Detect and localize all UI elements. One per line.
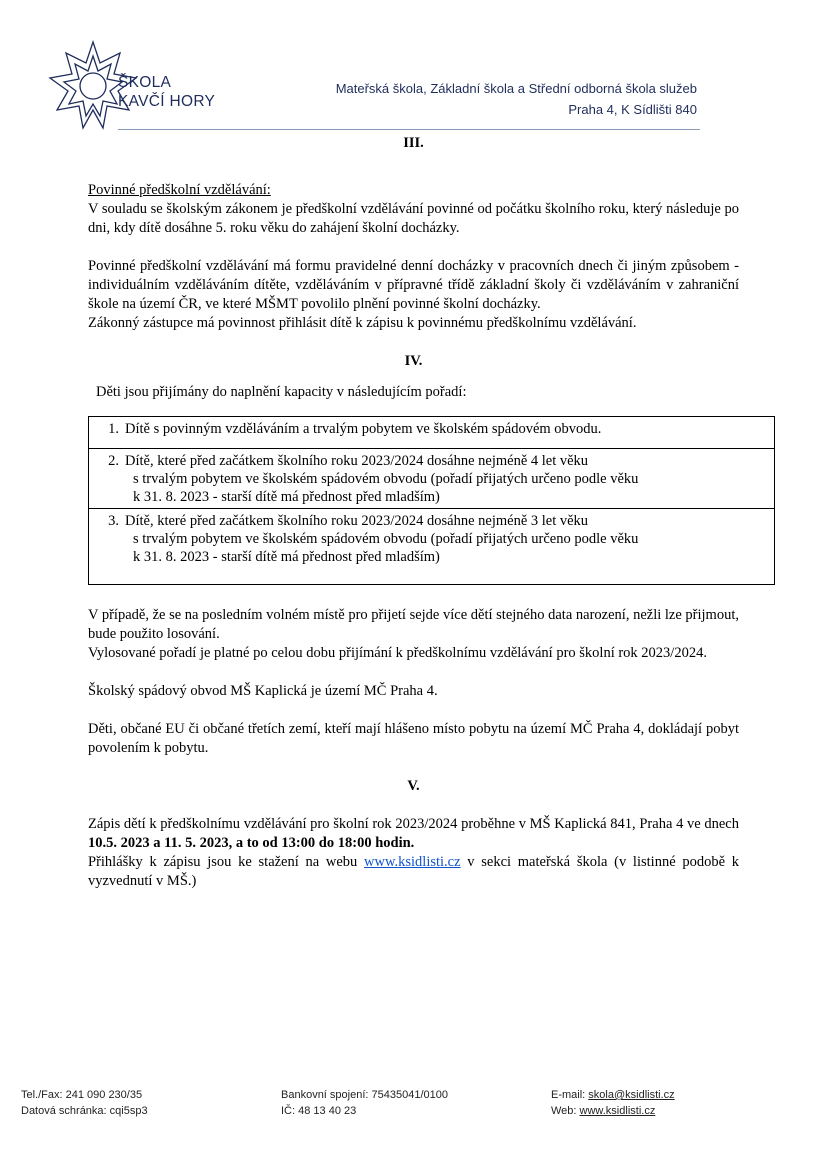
section-3-paragraph-2: Povinné předškolní vzdělávání má formu pravidelné denní docházky v pracovních dnech či jiným způsobem - individuálním vzděláváním dítěte, vzděláváním v přípravné třídě základní školy či vzděláváním v zahraniční škole na území ČR, ve které MŠMT povolilo plnění povinné školní docházky.	[88, 258, 739, 312]
footer-online	[551, 1087, 675, 1119]
footer-phone: Tel./Fax: 241 090 230/35	[21, 1089, 143, 1101]
footer-bank-account: Bankovní spojení: 75435041/0100	[281, 1089, 448, 1101]
logo-line-1: ŠKOLA	[118, 74, 172, 91]
admission-intro: Děti jsou přijímány do naplnění kapacity v následujícím pořadí:	[96, 384, 467, 400]
section-title-3: III.	[403, 135, 424, 151]
section-4-paragraph-4: Děti, občané EU či občané třetích zemí, kteří mají hlášeno místo pobytu na území MČ Praha 4, dokládají pobyt povolením k pobytu.	[88, 721, 739, 756]
section-3-paragraph-3: Zákonný zástupce má povinnost přihlásit dítě k zápisu k povinnému předškolnímu vzdělávání.	[88, 315, 637, 331]
criteria-row-1	[89, 417, 775, 449]
admission-criteria-table	[88, 416, 775, 585]
section-5-paragraph-1: Zápis dětí k předškolnímu vzdělávání pro školní rok 2023/2024 proběhne v MŠ Kaplická 841, Praha 4 ve dnech 10.5. 2023 a 11. 5. 2023, a to od 13:00 do 18:00 hodin.	[88, 816, 739, 851]
section-5-paragraph-2: Přihlášky k zápisu jsou ke stažení na webu www.ksidlisti.cz v sekci mateřská škola (v listinné podobě k vyzvednutí v MŠ.)	[88, 854, 739, 889]
school-logo-text	[118, 73, 215, 111]
header-organization	[336, 78, 697, 120]
org-address: Praha 4, K Sídlišti 840	[568, 102, 697, 117]
criteria-text: Dítě s povinným vzděláváním a trvalým pobytem ve školském spádovém obvodu.	[125, 421, 602, 437]
section-3-paragraph-1: V souladu se školským zákonem je předškolní vzdělávání povinné od počátku školního roku, který následuje po dni, kdy dítě dosáhne 5. roku věku do zahájení školní docházky.	[88, 201, 739, 236]
section-4-paragraph-2: Vylosované pořadí je platné po celou dobu přijímání k předškolnímu vzdělávání pro školní rok 2023/2024.	[88, 645, 707, 661]
logo-line-2: KAVČÍ HORY	[118, 93, 216, 110]
footer-ico: IČ: 48 13 40 23	[281, 1105, 357, 1117]
criteria-text: s trvalým pobytem ve školském spádovém obvodu (pořadí přijatých určeno podle věku	[133, 531, 639, 547]
footer-email: E-mail: skola@ksidlisti.cz	[551, 1089, 675, 1101]
footer-website-link[interactable]: www.ksidlisti.cz	[579, 1105, 656, 1117]
criteria-number: 2.	[108, 453, 119, 469]
footer-contact	[21, 1087, 148, 1119]
criteria-text: k 31. 8. 2023 - starší dítě má přednost před mladším)	[133, 549, 440, 565]
school-website-link[interactable]: www.ksidlisti.cz	[364, 854, 461, 870]
header-divider	[118, 129, 700, 130]
enrollment-dates: 10.5. 2023 a 11. 5. 2023, a to od 13:00 do 18:00 hodin.	[88, 835, 415, 851]
section-3-heading: Povinné předškolní vzdělávání:	[88, 182, 271, 198]
criteria-row-3	[89, 509, 775, 585]
criteria-text: k 31. 8. 2023 - starší dítě má přednost před mladším)	[133, 489, 440, 505]
org-name: Mateřská škola, Základní škola a Střední odborná škola služeb	[335, 81, 697, 96]
section-title-5: V.	[407, 778, 420, 794]
criteria-text: s trvalým pobytem ve školském spádovém obvodu (pořadí přijatých určeno podle věku	[133, 471, 639, 487]
section-4-paragraph-3: Školský spádový obvod MŠ Kaplická je území MČ Praha 4.	[88, 683, 438, 699]
footer-bank	[281, 1087, 448, 1119]
criteria-text: Dítě, které před začátkem školního roku 2023/2024 dosáhne nejméně 3 let věku	[125, 513, 589, 529]
criteria-text: Dítě, které před začátkem školního roku 2023/2024 dosáhne nejméně 4 let věku	[125, 453, 589, 469]
section-4-paragraph-1: V případě, že se na posledním volném místě pro přijetí sejde více dětí stejného data narození, nežli lze přijmout, bude použito losování.	[88, 607, 739, 642]
footer-databox: Datová schránka: cqi5sp3	[21, 1105, 148, 1117]
criteria-row-2	[89, 449, 775, 509]
document-body-continued	[88, 606, 739, 891]
email-link[interactable]: skola@ksidlisti.cz	[588, 1089, 675, 1101]
section-title-4: IV.	[404, 353, 423, 369]
criteria-number: 1.	[108, 421, 119, 437]
footer-web: Web: www.ksidlisti.cz	[551, 1105, 656, 1117]
criteria-number: 3.	[108, 513, 119, 529]
page-footer	[0, 1087, 813, 1127]
document-body	[88, 132, 739, 402]
